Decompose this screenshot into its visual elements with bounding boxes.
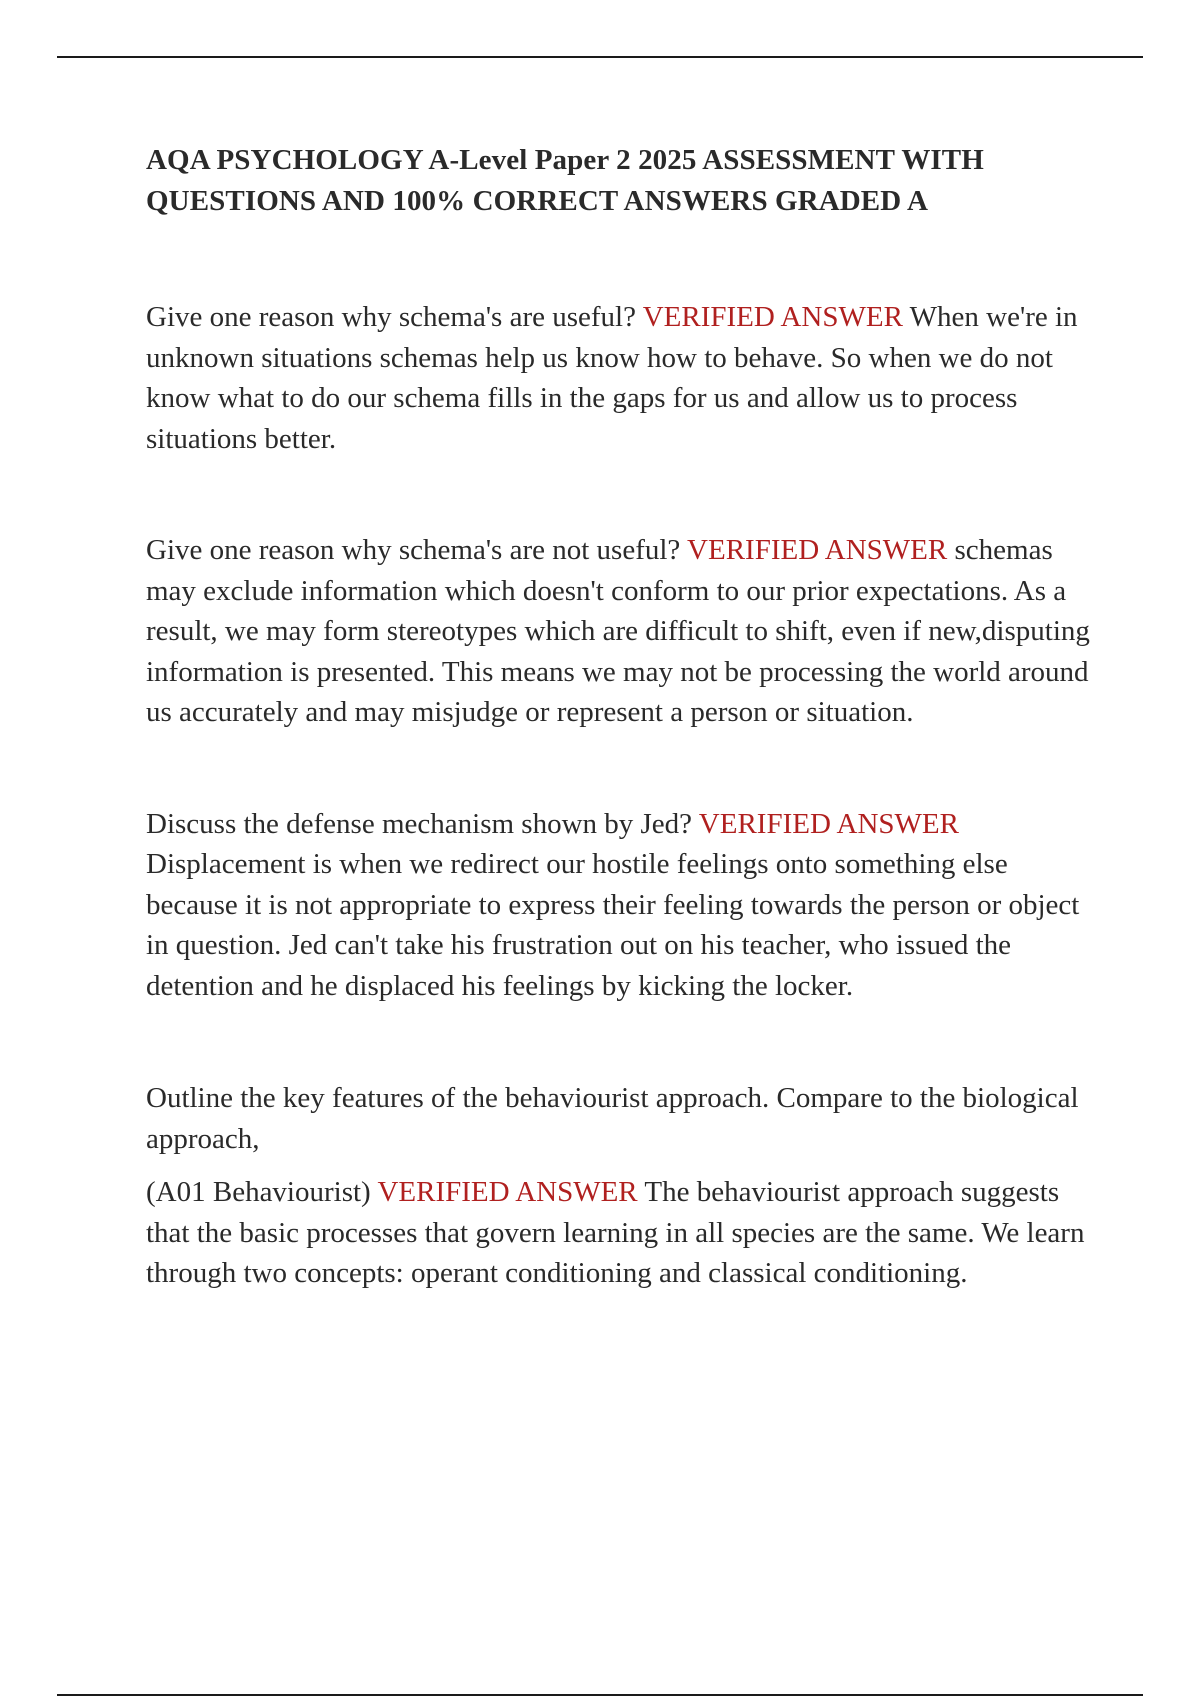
question-text: Give one reason why schema's are useful? bbox=[146, 301, 636, 333]
qa-item bbox=[146, 804, 1096, 1007]
verified-answer-label: VERIFIED ANSWER bbox=[377, 1176, 638, 1208]
answer-text: schemas may exclude information which doesn't conform to our prior expectations. As a result, we may form stereotypes which are difficult to shift, even if new,disputing information is presented. This means we may not be processing the world around us accurately and may misjudge or represent a person or situation. bbox=[146, 534, 1090, 728]
question-text: Discuss the defense mechanism shown by Jed? bbox=[146, 807, 693, 840]
qa-item bbox=[146, 530, 1096, 733]
qa-item-answer bbox=[146, 1172, 1096, 1294]
answer-text: The behaviourist approach suggests that the basic processes that govern learning in all species are the same. We learn through two concepts: operant conditioning and classical conditioning. bbox=[146, 1176, 1085, 1289]
verified-answer-label: VERIFIED ANSWER bbox=[698, 807, 959, 840]
document-title: AQA PSYCHOLOGY A-Level Paper 2 2025 ASSESSMENT WITH QUESTIONS AND 100% CORRECT ANSWERS GRADED A bbox=[146, 144, 984, 217]
answer-text: Displacement is when we redirect our hostile feelings onto something else because it is not appropriate to express their feeling towards the person or object in question. Jed can't take his frustration out on his teacher, who issued the detention and he displaced his feelings by kicking the locker. bbox=[146, 848, 1080, 1002]
document-body bbox=[146, 140, 1096, 1294]
qa-item bbox=[146, 297, 1096, 459]
verified-answer-label: VERIFIED ANSWER bbox=[687, 534, 948, 566]
verified-answer-label: VERIFIED ANSWER bbox=[642, 301, 903, 333]
header-rule bbox=[57, 56, 1143, 58]
sub-question-text: (A01 Behaviourist) bbox=[146, 1176, 371, 1208]
footer-rule bbox=[57, 1694, 1143, 1696]
answer-text: When we're in unknown situations schemas help us know how to behave. So when we do not know what to do our schema fills in the gaps for us and allow us to process situations better. bbox=[146, 301, 1078, 455]
qa-item-question bbox=[146, 1078, 1096, 1159]
question-text: Outline the key features of the behaviourist approach. Compare to the biological approach, bbox=[146, 1082, 1079, 1155]
question-text: Give one reason why schema's are not useful? bbox=[146, 534, 681, 566]
